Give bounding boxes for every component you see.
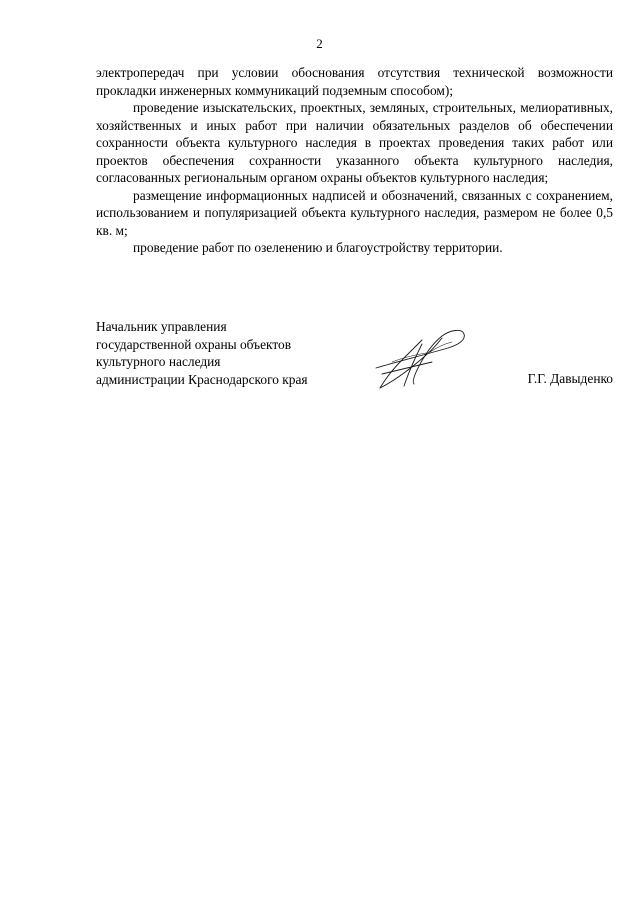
signatory-name: Г.Г. Давыденко — [527, 371, 613, 386]
paragraph-survey-works: проведение изыскательских, проектных, земляных, строительных, мелиоративных, хозяйственных и иных работ при наличии обязательных разделов об обеспечении сохранности объекта культурного наследия в проектах проведения таких работ или проектов обеспечения сохранности указанного объекта культурного наследия, согласованных региональным органом охраны объектов культурного наследия; — [96, 100, 613, 185]
paragraph-continuation: электропередач при условии обоснования отсутствия технической возможности прокладки инженерных коммуникаций подземным способом); — [96, 65, 613, 98]
signature-block — [96, 318, 613, 398]
signatory-position-line: государственной охраны объектов — [96, 336, 292, 352]
signatory-position-line: администрации Краснодарского края — [96, 371, 308, 387]
signatory-position-line: Начальник управления — [96, 319, 227, 334]
page-number: 2 — [316, 36, 323, 51]
document-body — [96, 64, 613, 257]
signatory-position-line: культурного наследия — [96, 354, 221, 369]
paragraph-information-signs: размещение информационных надписей и обозначений, связанных с сохранением, использованием и популяризацией объекта культурного наследия, размером не более 0,5 кв. м; — [96, 187, 613, 238]
signatory-position — [96, 318, 308, 388]
paragraph-landscaping: проведение работ по озеленению и благоустройству территории. — [133, 240, 503, 255]
handwritten-signature-icon — [372, 322, 472, 394]
